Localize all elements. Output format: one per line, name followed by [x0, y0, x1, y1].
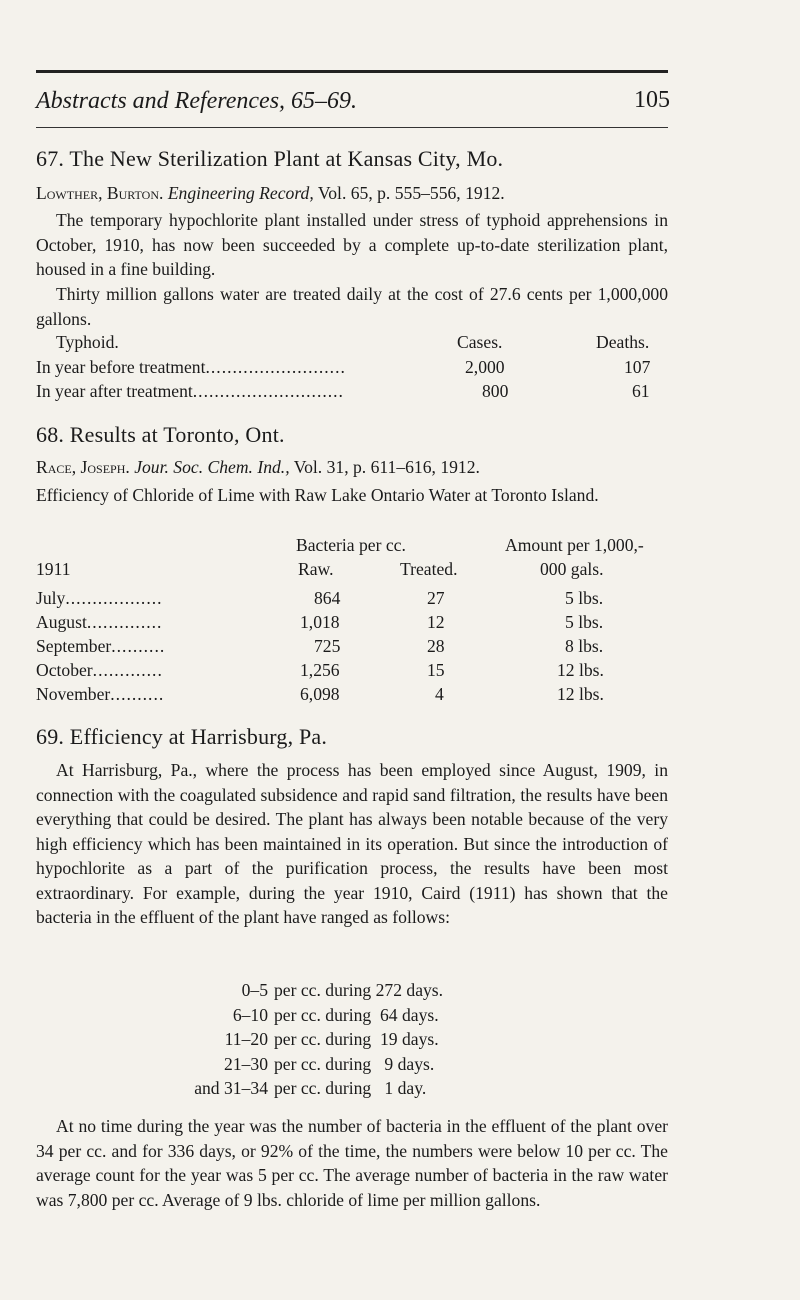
table-row: September..........: [36, 636, 166, 656]
section-68-citation: Vol. 31, p. 611–616, 1912.: [293, 457, 480, 477]
range-value: 6–10: [232, 1004, 268, 1025]
running-title: Abstracts and References, 65–69.: [36, 88, 358, 114]
range-value: 0–5: [241, 980, 268, 1000]
table-row: July..................: [36, 588, 163, 608]
section-67-citation: Vol. 65, p. 555–556, 1912.: [317, 183, 505, 203]
row-label: In year before treatment: [36, 357, 206, 377]
header-rule-top: [36, 70, 668, 73]
header-rule-bottom: [36, 127, 668, 128]
bacteria-group-header: Bacteria per cc.: [296, 535, 406, 555]
list-item: [36, 978, 668, 1003]
year-header: 1911: [36, 559, 71, 579]
section-68-author: Race, Joseph.: [36, 457, 130, 477]
amount-cell: 5 lbs.: [565, 588, 604, 608]
raw-header: Raw.: [298, 559, 334, 579]
section-67-author: Lowther, Burton.: [36, 183, 164, 203]
section-67-reference: [36, 183, 505, 204]
range-detail: per cc. during 272 days.: [274, 980, 444, 1000]
month-cell: July: [36, 588, 66, 608]
cases-cell: 2,000: [465, 357, 505, 377]
section-69-title: 69. Efficiency at Harrisburg, Pa.: [36, 724, 328, 749]
table-row: In year after treatment............................: [36, 381, 344, 401]
amount-header-line-2: 000 gals.: [540, 559, 604, 579]
raw-cell: 864: [314, 588, 341, 608]
list-item: [36, 1076, 668, 1101]
section-67-journal: Engineering Record,: [167, 183, 314, 203]
section-68-paragraph-1: Efficiency of Chloride of Lime with Raw Lake Ontario Water at Toronto Island.: [36, 485, 599, 505]
treated-cell: 28: [427, 636, 445, 656]
cases-cell: 800: [482, 381, 509, 401]
raw-cell: 6,098: [300, 684, 340, 704]
row-label: In year after treatment: [36, 381, 193, 401]
page-number: 105: [634, 87, 670, 113]
range-value: and 31–34: [194, 1078, 268, 1098]
list-item: [36, 1052, 668, 1077]
raw-cell: 1,256: [300, 660, 340, 680]
range-value: 11–20: [224, 1029, 268, 1049]
section-69-paragraph-2: At no time during the year was the number of bacteria in the effluent of the plant over 34 per cc. and for 336 days, or 92% of the time, the numbers were below 10 per cc. The average count for the year was 5 per cc. The average number of bacteria in the raw water was 7,800 per cc. Average of 9 lbs. chloride of lime per million gallons.: [36, 1116, 668, 1210]
amount-cell: 5 lbs.: [565, 612, 604, 632]
amount-cell: 12 lbs.: [557, 660, 604, 680]
table-row: November..........: [36, 684, 165, 704]
effluent-range-list: [36, 978, 668, 1101]
treated-cell: 15: [427, 660, 445, 680]
table-row: August..............: [36, 612, 163, 632]
range-detail: per cc. during 9 days.: [274, 1053, 435, 1074]
list-item: [36, 1003, 668, 1028]
month-cell: October: [36, 660, 93, 680]
section-68-title: 68. Results at Toronto, Ont.: [36, 422, 285, 447]
treated-cell: 12: [427, 612, 445, 632]
section-67-title: 67. The New Sterilization Plant at Kansas City, Mo.: [36, 146, 504, 171]
raw-cell: 725: [314, 636, 341, 656]
range-detail: per cc. during 64 days.: [274, 1004, 439, 1025]
raw-cell: 1,018: [300, 612, 340, 632]
table-row: In year before treatment..........................: [36, 357, 346, 377]
deaths-cell: 107: [624, 357, 651, 377]
typhoid-header-cases: Cases.: [457, 332, 503, 352]
section-67-paragraph-1: The temporary hypochlorite plant installed under stress of typhoid apprehensions in October, 1910, has now been succeeded by a complete up-to-date sterilization plant, housed in a fine building.: [36, 210, 668, 279]
treated-cell: 4: [435, 684, 444, 704]
typhoid-header-deaths: Deaths.: [596, 332, 650, 352]
treated-cell: 27: [427, 588, 445, 608]
range-value: 21–30: [224, 1053, 268, 1074]
month-cell: November: [36, 684, 111, 704]
section-68-journal: Jour. Soc. Chem. Ind.,: [134, 457, 290, 477]
month-cell: August: [36, 612, 87, 632]
month-cell: September: [36, 636, 112, 656]
list-item: [36, 1027, 668, 1052]
table-row: October.............: [36, 660, 163, 680]
range-detail: per cc. during 19 days.: [274, 1029, 439, 1049]
deaths-cell: 61: [632, 381, 650, 401]
amount-cell: 8 lbs.: [565, 636, 604, 656]
range-detail: per cc. during 1 day.: [274, 1078, 427, 1098]
section-68-reference: [36, 457, 480, 478]
typhoid-header-label: Typhoid.: [56, 332, 119, 352]
amount-cell: 12 lbs.: [557, 684, 604, 704]
amount-header-line-1: Amount per 1,000,-: [505, 535, 644, 555]
section-69-paragraph-1: At Harrisburg, Pa., where the process has been employed since August, 1909, in connection with the coagulated subsidence and rapid sand filtration, the results have been everything that could be desired. The plant has always been notable because of the very high efficiency which has been maintained in its operation. But since the introduction of hypochlorite as a part of the purification process, the results have been most extraordinary. For example, during the year 1910, Caird (1911) has shown that the bacteria in the effluent of the plant have ranged as follows:: [36, 760, 668, 927]
section-67-paragraph-2: Thirty million gallons water are treated daily at the cost of 27.6 cents per 1,000,000 gallons.: [36, 284, 668, 329]
treated-header: Treated.: [400, 559, 458, 579]
